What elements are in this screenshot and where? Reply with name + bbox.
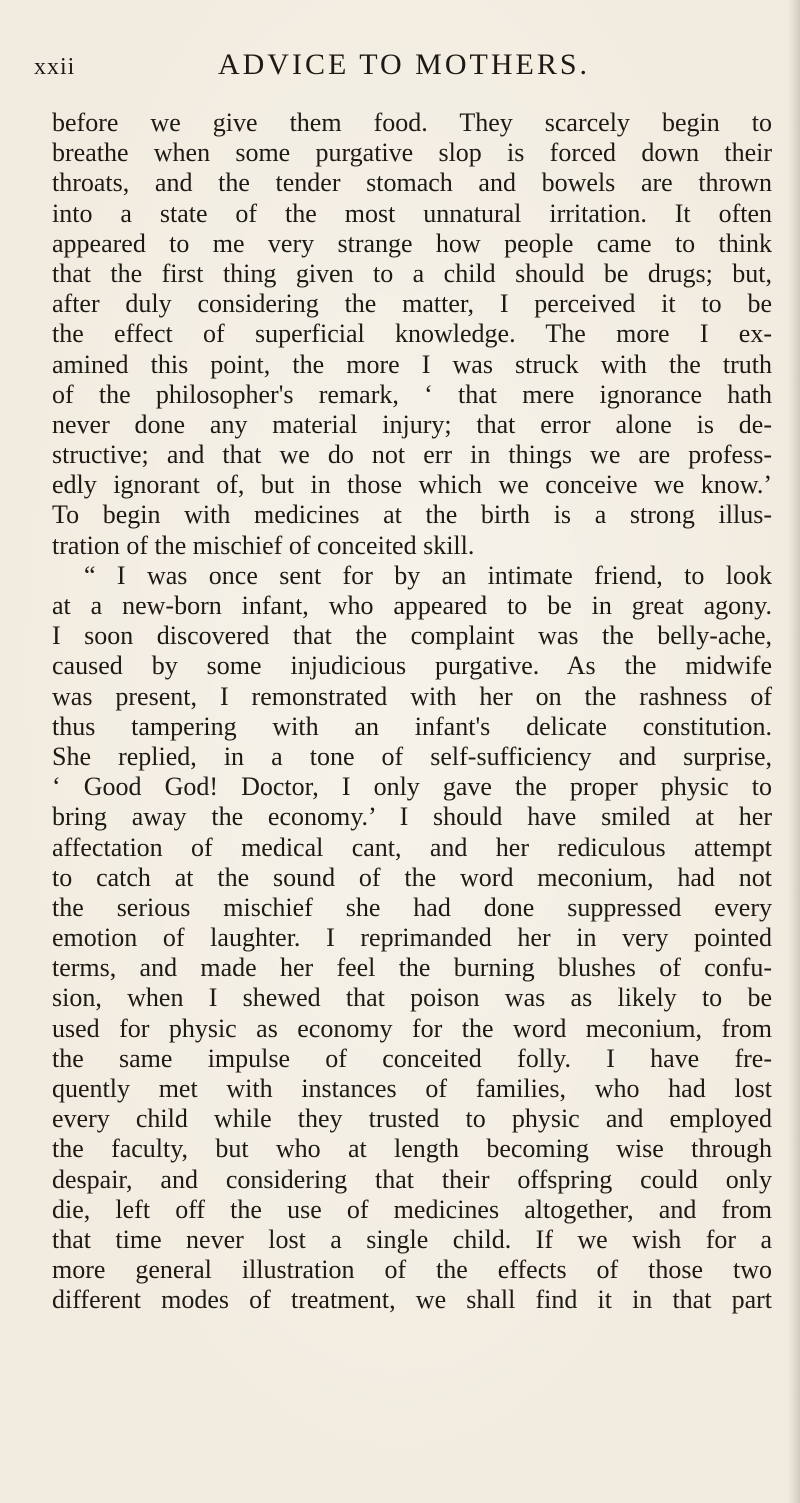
text-line: amined this point, the more I was struck with the truth — [52, 349, 772, 379]
text-line: sion, when I shewed that poison was as likely to be — [52, 983, 772, 1013]
running-head — [34, 48, 774, 88]
text-line: throats, and the tender stomach and bowels are thrown — [52, 168, 772, 198]
text-line: ‘ Good God! Doctor, I only gave the proper physic to — [52, 772, 772, 802]
text-line: To begin with medicines at the birth is a strong illus- — [52, 500, 772, 530]
text-line: that the first thing given to a child should be drugs; but, — [52, 258, 772, 288]
text-line: caused by some injudicious purgative. As the midwife — [52, 651, 772, 681]
text-line: never done any material injury; that error alone is de- — [52, 409, 772, 439]
text-line: that time never lost a single child. If we wish for a — [52, 1224, 772, 1254]
text-line: to catch at the sound of the word meconium, had not — [52, 862, 772, 892]
text-line: the effect of superficial knowledge. The more I ex- — [52, 319, 772, 349]
text-line: more general illustration of the effects of those two — [52, 1255, 772, 1285]
text-line: every child while they trusted to physic and employed — [52, 1104, 772, 1134]
text-line: of the philosopher's remark, ‘ that mere ignorance hath — [52, 379, 772, 409]
text-line: despair, and considering that their offspring could only — [52, 1164, 772, 1194]
page-edge-shadow — [788, 0, 800, 1503]
text-line: appeared to me very strange how people came to think — [52, 228, 772, 258]
body-text — [52, 108, 772, 1316]
text-line: structive; and that we do not err in things we are profess- — [52, 440, 772, 470]
text-line: used for physic as economy for the word meconium, from — [52, 1013, 772, 1043]
text-line: was present, I remonstrated with her on the rashness of — [52, 681, 772, 711]
text-line: I soon discovered that the complaint was the belly-ache, — [52, 621, 772, 651]
text-line: “ I was once sent for by an intimate friend, to look — [84, 560, 772, 590]
text-line: at a new-born infant, who appeared to be in great agony. — [52, 591, 772, 620]
text-line: before we give them food. They scarcely begin to — [52, 108, 772, 137]
text-line: after duly considering the matter, I perceived it to be — [52, 289, 772, 319]
text-line: breathe when some purgative slop is forced down their — [52, 138, 772, 168]
text-line: the same impulse of conceited folly. I have fre- — [52, 1043, 772, 1073]
text-line: affectation of medical cant, and her rediculous attempt — [52, 832, 772, 862]
text-line: into a state of the most unnatural irritation. It often — [52, 198, 772, 228]
text-line: emotion of laughter. I reprimanded her in very pointed — [52, 923, 772, 953]
text-line: tration of the mischief of conceited skill. — [52, 530, 475, 560]
running-head-title: ADVICE TO MOTHERS. — [217, 48, 591, 81]
text-line: terms, and made her feel the burning blushes of confu- — [52, 953, 772, 983]
text-line: bring away the economy.’ I should have smiled at her — [52, 802, 772, 832]
text-line: edly ignorant of, but in those which we conceive we know.’ — [52, 470, 772, 500]
text-line: the serious mischief she had done suppressed every — [52, 892, 772, 922]
text-line: She replied, in a tone of self-sufficiency and surprise, — [52, 741, 772, 771]
text-line: quently met with instances of families, who had lost — [52, 1074, 772, 1103]
text-line: different modes of treatment, we shall find it in that part — [52, 1285, 772, 1315]
text-line: die, left off the use of medicines altogether, and from — [52, 1194, 772, 1224]
text-line: the faculty, but who at length becoming wise through — [52, 1134, 772, 1164]
text-line: thus tampering with an infant's delicate constitution. — [52, 711, 772, 741]
page-number: xxii — [34, 54, 76, 80]
